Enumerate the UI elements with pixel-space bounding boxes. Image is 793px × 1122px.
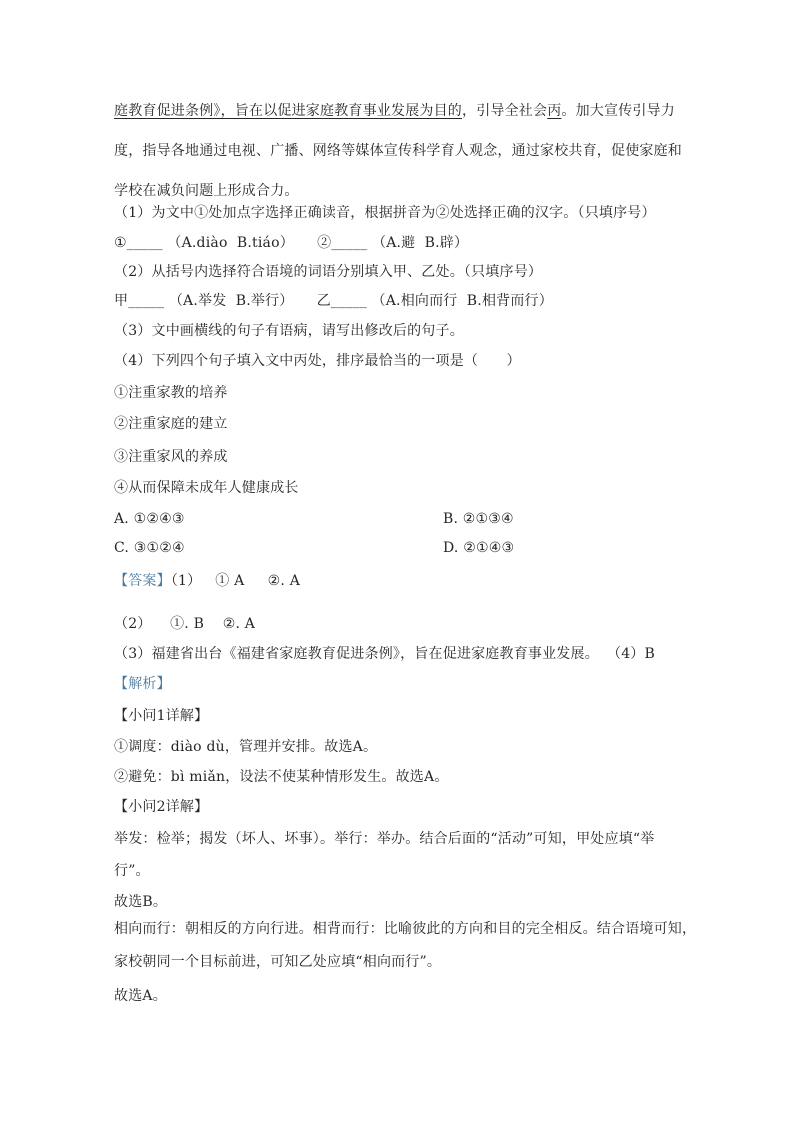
analysis-2-line-2: 行”。: [114, 863, 150, 879]
question-1: （1）为文中①处加点字选择正确读音，根据拼音为②处选择正确的汉字。（只填序号）: [114, 205, 656, 221]
answer-line-2: （2） ①. B ②. A: [114, 616, 256, 632]
analysis-heading: [114, 675, 171, 694]
question-4: （4）下列四个句子填入文中丙处，排序最恰当的一项是（ ）: [114, 353, 521, 369]
option-b: B. ②①③④: [443, 511, 514, 527]
analysis-1-line-2: ②避免：bì miǎn，设法不使某种情形发生。故选A。: [114, 769, 449, 785]
option-a: A. ①②④③: [114, 511, 185, 527]
subquestion-1-heading: 【小问1详解】: [114, 708, 209, 724]
passage-text: ，引导全社会: [462, 103, 548, 119]
question-2-blanks: 甲_____ （A.举发 B.举行） 乙_____ （A.相向而行 B.相背而行）: [114, 293, 553, 309]
analysis-2-line-1: 举发：检举；揭发（坏人、坏事）。举行：举办。结合后面的“活动”可知，甲处应填“举: [114, 831, 655, 847]
list-item-2: ②注重家庭的建立: [114, 416, 228, 432]
answer-label: 【答案】: [114, 573, 171, 589]
analysis-2-line-4: 相向而行：朝相反的方向行进。相背而行：比喻彼此的方向和目的完全相反。结合语境可知，: [114, 921, 697, 937]
analysis-1-line-1: ①调度：diào dù，管理并安排。故选A。: [114, 739, 378, 755]
list-item-1: ①注重家教的培养: [114, 385, 228, 401]
question-1-blanks: ①_____ （A.diào B.tiáo） ②_____ （A.避 B.辟）: [114, 235, 469, 251]
option-d: D. ②①④③: [443, 540, 515, 556]
passage-line-3: 学校在减负问题上形成合力。: [114, 183, 299, 199]
answer-line-4: （4）B: [607, 646, 655, 662]
passage-text-tail: 。加大宣传引导力: [561, 103, 676, 119]
passage-line-1: [114, 102, 675, 121]
question-3: （3）文中画横线的句子有语病，请写出修改后的句子。: [114, 323, 464, 339]
list-item-3: ③注重家风的养成: [114, 449, 228, 465]
answer-line-1: [114, 572, 300, 591]
answer-1-text: （1） ① A ②. A: [170, 573, 301, 589]
analysis-2-line-6: 故选A。: [114, 988, 167, 1004]
option-c: C. ③①②④: [114, 540, 185, 556]
underlined-sentence-part-1: 庭教育促进条例》，旨在以促进家庭教育事业发展为目的: [114, 103, 462, 119]
list-item-4: ④从而保障未成年人健康成长: [114, 480, 299, 496]
passage-line-2: 度，指导各地通过电视、广播、网络等媒体宣传科学育人观念，通过家校共育，促使家庭和: [114, 143, 682, 159]
analysis-2-line-5: 家校朝同一个目标前进，可知乙处应填“相向而行”。: [114, 954, 442, 970]
answer-line-3: （3）福建省出台《福建省家庭教育促进条例》，旨在促进家庭教育事业发展。: [114, 646, 599, 662]
analysis-2-line-3: 故选B。: [114, 894, 168, 910]
underlined-blank-bing: 丙: [547, 103, 562, 119]
subquestion-2-heading: 【小问2详解】: [114, 799, 209, 815]
analysis-label: 【解析】: [114, 676, 171, 692]
question-2: （2）从括号内选择符合语境的词语分别填入甲、乙处。（只填序号）: [114, 264, 543, 280]
